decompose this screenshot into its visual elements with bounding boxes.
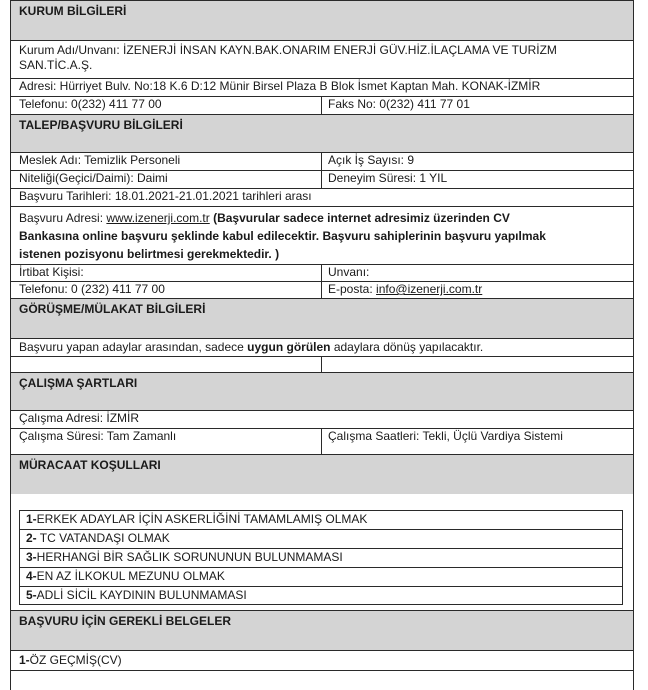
item-number: 2-	[26, 531, 37, 545]
item-number: 3-	[26, 550, 37, 564]
gorusme-text-2: adaylara dönüş yapılacaktır.	[333, 340, 484, 354]
job-posting-form	[10, 0, 634, 690]
kurum-adi-row	[11, 40, 633, 78]
item-number: 5-	[26, 588, 37, 602]
kurum-adres-row	[11, 78, 633, 96]
talep-telefon-row	[11, 281, 633, 298]
basvuru-tarihleri-row	[11, 188, 633, 206]
talep-meslek-row	[11, 152, 633, 170]
kurum-adi-line2: SAN.TİC.A.Ş.	[19, 58, 93, 72]
talep-telefon: Telefonu: 0 (232) 411 77 00	[19, 282, 165, 296]
gorusme-text-bold: uygun görülen	[247, 340, 331, 354]
basvuru-note-3: istenen pozisyonu belirtmesi gerekmektedir. )	[19, 247, 280, 261]
kurum-adres: Adresi: Hürriyet Bulv. No:18 K.6 D:12 Münir Birsel Plaza B Blok İsmet Kaptan Mah. KONAK-İZMİR	[19, 79, 541, 93]
eposta-cell	[322, 282, 633, 298]
gorusme-text-1: Başvuru yapan adaylar arasından, sadece	[19, 340, 244, 354]
calisma-adresi: Çalışma Adresi: İZMİR	[19, 411, 140, 425]
item-text: TC VATANDAŞI OLMAK	[36, 531, 170, 545]
section-title: MÜRACAAT KOŞULLARI	[19, 458, 161, 472]
section-header-belgeler	[11, 610, 633, 650]
muracaat-item	[19, 586, 623, 605]
kurum-adi-line1: Kurum Adı/Unvanı: İZENERJİ İNSAN KAYN.BAK.ONARIM ENERJİ GÜV.HİZ.İLAÇLAMA VE TURİZM	[19, 43, 557, 57]
basvuru-adresi-label: Başvuru Adresi:	[19, 211, 104, 225]
section-header-calisma	[11, 372, 633, 410]
section-title: ÇALIŞMA ŞARTLARI	[19, 376, 138, 390]
belgeler-item-row	[11, 650, 633, 670]
deneyim-suresi: Deneyim Süresi: 1 YIL	[328, 171, 448, 185]
item-number: 1-	[19, 653, 30, 667]
section-header-muracaat	[11, 454, 633, 494]
eposta-link[interactable]: info@izenerji.com.tr	[376, 282, 483, 296]
niteligi: Niteliği(Geçici/Daimi): Daimi	[19, 171, 168, 185]
talep-nitelik-row	[11, 170, 633, 188]
basvuru-tarihleri: Başvuru Tarihleri: 18.01.2021-21.01.2021 tarihleri arası	[19, 189, 312, 203]
acik-is-sayisi: Açık İş Sayısı: 9	[328, 153, 415, 167]
meslek-adi: Meslek Adı: Temizlik Personeli	[19, 153, 181, 167]
item-text: ÖZ GEÇMİŞ(CV)	[29, 653, 122, 667]
cell-divider	[321, 357, 322, 373]
section-title: TALEP/BAŞVURU BİLGİLERİ	[19, 118, 183, 132]
calisma-sure-row	[11, 428, 633, 454]
section-title: GÖRÜŞME/MÜLAKAT BİLGİLERİ	[19, 302, 206, 316]
basvuru-note-2: Bankasına online başvuru şeklinde kabul edilecektir. Başvuru sahiplerinin başvuru yapılmak	[19, 229, 546, 243]
gorusme-empty-row	[11, 356, 633, 372]
irtibat-row	[11, 264, 633, 281]
basvuru-adresi-row	[11, 206, 633, 264]
basvuru-adresi-link[interactable]: www.izenerji.com.tr	[106, 211, 210, 225]
muracaat-item	[19, 548, 623, 567]
muracaat-item	[19, 567, 623, 586]
calisma-suresi: Çalışma Süresi: Tam Zamanlı	[19, 429, 177, 443]
section-header-talep	[11, 114, 633, 152]
eposta-label: E-posta:	[328, 282, 373, 296]
irtibat-kisisi: İrtibat Kişisi:	[19, 265, 84, 279]
item-text: EN AZ İLKOKUL MEZUNU OLMAK	[36, 569, 225, 583]
kurum-telefon-row	[11, 96, 633, 114]
calisma-adresi-row	[11, 410, 633, 428]
item-number: 4-	[26, 569, 37, 583]
item-text: HERHANGİ BİR SAĞLIK SORUNUNUN BULUNMAMASI	[36, 550, 343, 564]
unvani: Unvanı:	[328, 265, 370, 279]
calisma-saatleri: Çalışma Saatleri: Tekli, Üçlü Vardiya Sistemi	[328, 429, 563, 443]
muracaat-list-area	[11, 494, 633, 610]
item-text: ERKEK ADAYLAR İÇİN ASKERLİĞİNİ TAMAMLAMIŞ OLMAK	[36, 512, 368, 526]
item-text: ADLİ SİCİL KAYDININ BULUNMAMASI	[36, 588, 247, 602]
basvuru-note-1: (Başvurular sadece internet adresimiz üzerinden CV	[213, 211, 510, 225]
section-header-kurum	[11, 0, 633, 40]
kurum-faks: Faks No: 0(232) 411 77 01	[328, 97, 470, 111]
muracaat-item	[19, 510, 623, 529]
section-title: KURUM BİLGİLERİ	[19, 4, 127, 18]
section-title: BAŞVURU İÇİN GEREKLİ BELGELER	[19, 614, 232, 628]
muracaat-item	[19, 529, 623, 548]
kurum-telefon: Telefonu: 0(232) 411 77 00	[19, 97, 162, 111]
gorusme-text-row	[11, 338, 633, 356]
belgeler-empty-row	[11, 670, 633, 690]
section-header-gorusme	[11, 298, 633, 338]
item-number: 1-	[26, 512, 37, 526]
